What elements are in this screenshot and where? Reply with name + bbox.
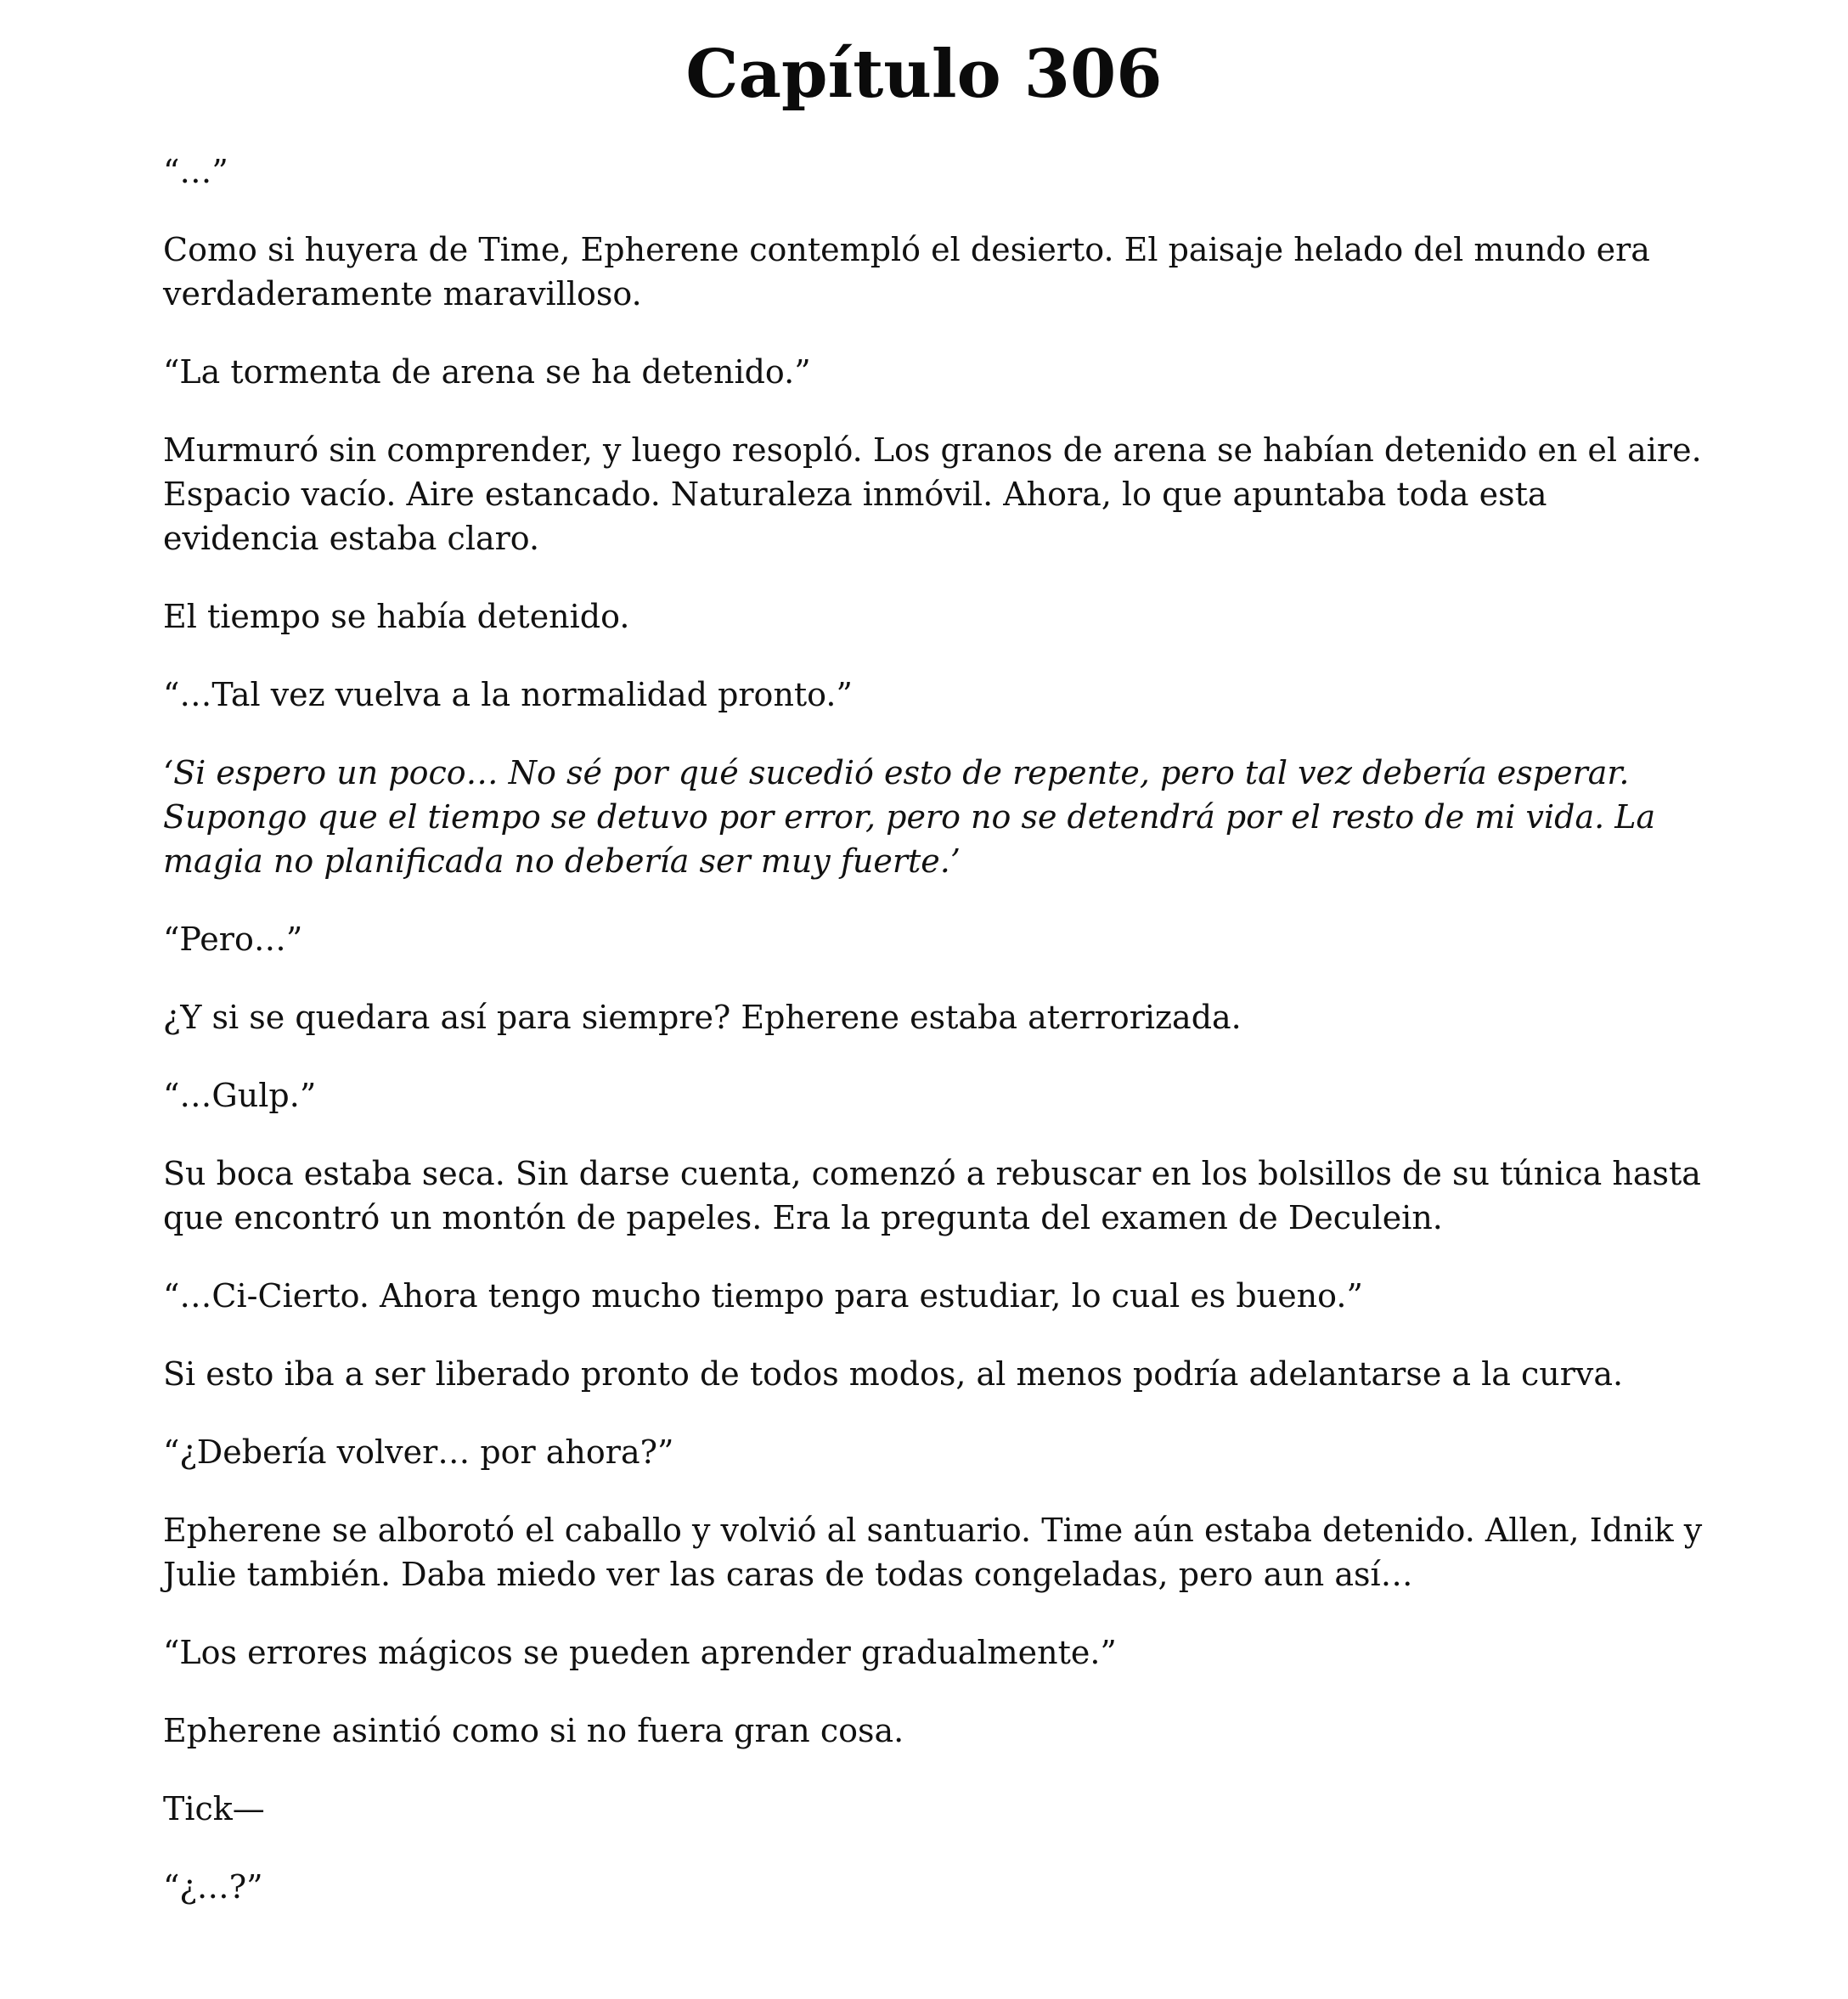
paragraph: Tick—: [163, 1790, 265, 1827]
paragraph: “Pero…”: [163, 921, 303, 958]
chapter-body: [163, 149, 1709, 1943]
paragraph: Epherene asintió como si no fuera gran cosa.: [163, 1712, 904, 1749]
paragraph-thought: ‘Si espero un poco… No sé por qué sucedió esto de repente, pero tal vez debería esperar. Supongo que el tiempo se detuvo por error, pero no se detendrá por el resto de mi vida. La magia no planificada no debería ser muy fuerte.’: [163, 754, 1656, 880]
paragraph: Si esto iba a ser liberado pronto de todos modos, al menos podría adelantarse a la curva.: [163, 1355, 1624, 1393]
paragraph: Como si huyera de Time, Epherene contempló el desierto. El paisaje helado del mundo era verdaderamente maravilloso.: [163, 231, 1650, 313]
paragraph: “…”: [163, 153, 228, 190]
chapter-title: Capítulo 306: [685, 36, 1163, 113]
paragraph: Epherene se alborotó el caballo y volvió al santuario. Time aún estaba detenido. Allen, Idnik y Julie también. Daba miedo ver las caras de todas congeladas, pero aun así…: [163, 1512, 1703, 1593]
paragraph: El tiempo se había detenido.: [163, 598, 630, 635]
paragraph: “…Tal vez vuelva a la normalidad pronto.”: [163, 676, 853, 713]
paragraph: “Los errores mágicos se pueden aprender gradualmente.”: [163, 1634, 1117, 1671]
paragraph: “¿Debería volver… por ahora?”: [163, 1433, 674, 1471]
paragraph: Su boca estaba seca. Sin darse cuenta, comenzó a rebuscar en los bolsillos de su túnica hasta que encontró un montón de papeles. Era la pregunta del examen de Deculein.: [163, 1155, 1701, 1236]
paragraph: “…Ci-Cierto. Ahora tengo mucho tiempo para estudiar, lo cual es bueno.”: [163, 1277, 1363, 1315]
paragraph: ¿Y si se quedara así para siempre? Epherene estaba aterrorizada.: [163, 999, 1242, 1036]
paragraph: “¿…?”: [163, 1868, 263, 1906]
paragraph: “…Gulp.”: [163, 1077, 317, 1114]
paragraph: Murmuró sin comprender, y luego resopló. Los granos de arena se habían detenido en el aire. Espacio vacío. Aire estancado. Naturaleza inmóvil. Ahora, lo que apuntaba toda esta evidencia estaba claro.: [163, 431, 1702, 557]
paragraph: “La tormenta de arena se ha detenido.”: [163, 353, 811, 391]
